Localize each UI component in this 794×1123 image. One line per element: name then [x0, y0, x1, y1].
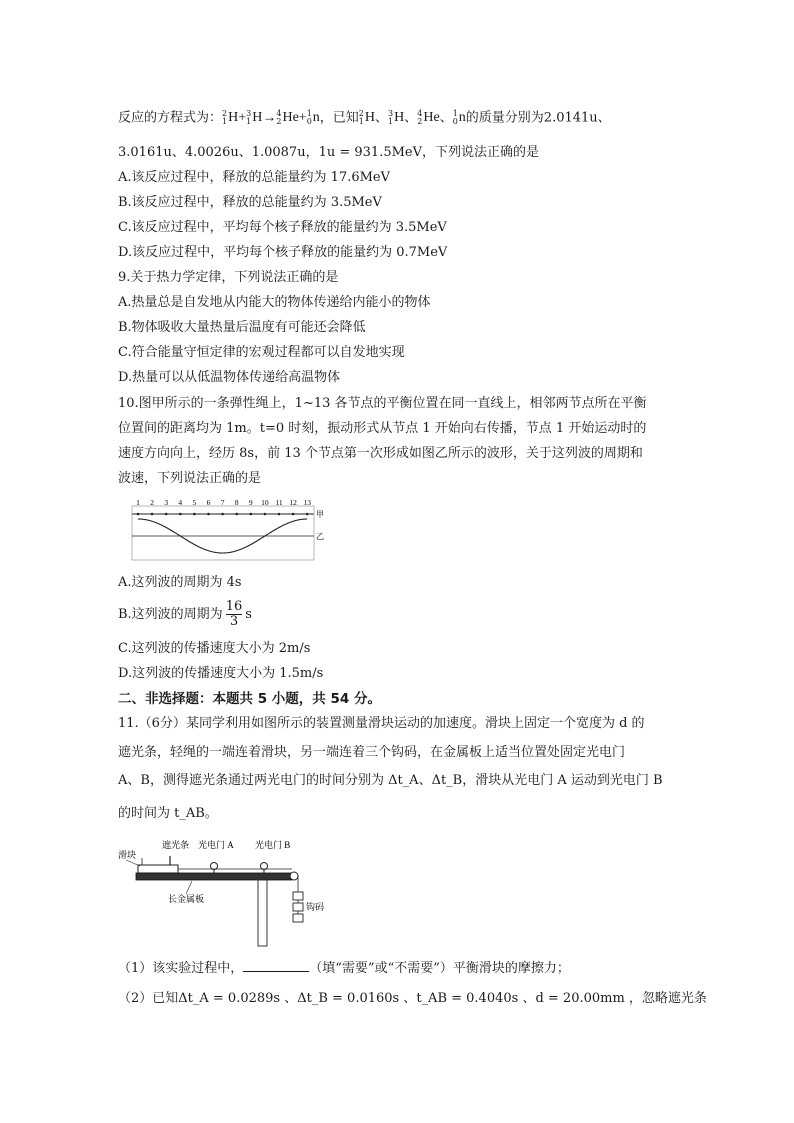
- node-dot: [250, 513, 253, 516]
- q9-option-a: A.热量总是自发地从内能大的物体传递给内能小的物体: [118, 295, 431, 310]
- node-label: 11: [275, 498, 283, 507]
- node-dot: [221, 513, 224, 516]
- q8-eq-prefix: 反应的方程式为：: [118, 110, 223, 126]
- node-label: 12: [289, 498, 297, 507]
- reaction-arrow: →: [262, 110, 277, 126]
- node-dot: [278, 513, 281, 516]
- label-gate-b: 光电门 B: [255, 840, 291, 850]
- nuclide-neutron: 1 0 n: [306, 109, 320, 126]
- node-dot: [235, 513, 238, 516]
- q11-sub1: [118, 959, 570, 977]
- fraction-16-3: $\frac{16}{3}$: [225, 599, 243, 629]
- q10-stem-line4: 波速，下列说法正确的是: [118, 471, 262, 486]
- node-dot: [264, 513, 267, 516]
- label-strip: 遮光条: [162, 840, 190, 850]
- label-slider: 滑块: [118, 850, 137, 860]
- q10-option-c: C.这列波的传播速度大小为 2m/s: [118, 641, 311, 656]
- section-heading: 二、非选择题：本题共 5 小题，共 54 分。: [118, 691, 381, 707]
- node-label: 5: [192, 498, 197, 507]
- plus-sign: +: [298, 110, 307, 126]
- label-gate-a: 光电门 A: [198, 840, 234, 850]
- q11-stem-line3: A、B，测得遮光条通过两光电门的时间分别为 Δt_A、Δt_B，滑块从光电门 A 运动到光电门 B: [118, 773, 663, 788]
- q8-equation-line: 反应的方程式为： 2 1 H+ 3 1 H→ 4 2 He+ 1 0 n，已知 2 1 H、 3 1 H、 4 2 He、 1 0 n的质量分别为2.0141u、: [118, 109, 611, 126]
- node-label: 6: [206, 498, 211, 507]
- board-pointer: [186, 881, 192, 894]
- answer-blank[interactable]: [243, 959, 309, 972]
- node-dot: [292, 513, 295, 516]
- node-label: 2: [150, 498, 154, 507]
- nuclide-deuterium: 2 1 H: [222, 109, 239, 126]
- q8-option-a: A.该反应过程中，释放的总能量约为 17.6MeV: [118, 170, 390, 185]
- nuclide-helium: 4 2 He: [417, 109, 440, 126]
- node-dot: [207, 513, 210, 516]
- q9-option-c: C.符合能量守恒定律的宏观过程都可以自发地实现: [118, 345, 405, 360]
- q11-sub1-prefix: （1）该实验过程中，: [118, 961, 244, 976]
- hook-weights: [293, 892, 303, 922]
- q11-stem-line1: 11.（6分）某同学利用如图所示的装置测量滑块运动的加速度。滑块上固定一个宽度为 d 的: [118, 716, 645, 731]
- q10-stem-line1: 10.图甲所示的一条弹性绳上，1~13 各节点的平衡位置在同一直线上，相邻两节点所在平衡: [118, 396, 647, 411]
- node-label: 8: [234, 498, 239, 507]
- node-label: 9: [248, 498, 253, 507]
- q11-sub1-suffix: （填“需要”或“不需要”）平衡滑块的摩擦力；: [309, 961, 570, 976]
- q10-wave-figure: [130, 498, 330, 562]
- q10-option-b-unit: s: [245, 607, 252, 622]
- label-weights: 钩码: [306, 902, 325, 912]
- node-dot: [151, 513, 154, 516]
- q9-option-b: B.物体吸收大量热量后温度有可能还会降低: [118, 320, 366, 335]
- q8-option-c: C.该反应过程中，平均每个核子释放的能量约为 3.5MeV: [118, 220, 447, 235]
- q8-eq-mid: ，已知: [319, 110, 359, 126]
- label-board: 长金属板: [168, 894, 205, 904]
- q11-stem-line2: 遮光条，轻绳的一端连着滑块，另一端连着三个钩码，在金属板上适当位置处固定光电门: [118, 745, 626, 760]
- node-label: 1: [136, 498, 140, 507]
- node-label: 13: [303, 498, 311, 507]
- nuclide-neutron: 1 0 n: [452, 109, 466, 126]
- q11-sub2: （2）已知Δt_A = 0.0289s 、Δt_B = 0.0160s 、t_AB = 0.4040s 、d = 20.00mm ，忽略遮光条: [118, 991, 707, 1006]
- q9-option-d: D.热量可以从低温物体传递给高温物体: [118, 370, 341, 385]
- q9-stem: 9.关于热力学定律，下列说法正确的是: [118, 270, 339, 285]
- q11-stem-line4: 的时间为 t_AB。: [118, 806, 218, 821]
- q8-eq-masses: 的质量分别为2.0141u、: [465, 110, 611, 126]
- node-label: 4: [178, 498, 183, 507]
- q10-stem-line3: 速度方向向上，经历 8s，前 13 个节点第一次形成如图乙所示的波形，关于这列波的周期和: [118, 446, 643, 461]
- node-dot: [179, 513, 182, 516]
- node-label: 3: [164, 498, 169, 507]
- q8-line2: 3.0161u、4.0026u、1.0087u，1u = 931.5MeV，下列说法正确的是: [118, 145, 539, 160]
- q10-option-b: [118, 600, 252, 630]
- plus-sign: +: [238, 110, 247, 126]
- q10-option-d: D.这列波的传播速度大小为 1.5m/s: [118, 666, 324, 681]
- q10-option-a: A.这列波的周期为 4s: [118, 575, 242, 590]
- nuclide-tritium: 3 1 H: [388, 109, 405, 126]
- node-label: 10: [261, 498, 269, 507]
- node-dot: [165, 513, 168, 516]
- q11-apparatus-figure: [118, 836, 348, 948]
- label-jia: 甲: [316, 510, 324, 519]
- node-dot: [306, 513, 309, 516]
- node-labels: [136, 498, 311, 507]
- nuclide-tritium: 3 1 H: [246, 109, 263, 126]
- node-dot: [193, 513, 196, 516]
- pulley-icon: [290, 872, 298, 880]
- metal-board: [136, 873, 292, 880]
- node-dot: [137, 513, 140, 516]
- nuclide-helium: 4 2 He: [276, 109, 299, 126]
- nuclide-deuterium: 2 1 H: [358, 109, 376, 126]
- node-label: 7: [220, 498, 225, 507]
- q8-option-b: B.该反应过程中，释放的总能量约为 3.5MeV: [118, 195, 382, 210]
- q10-stem-line2: 位置间的距离均为 1m。t=0 时刻，振动形式从节点 1 开始向右传播，节点 1 开始运动时的: [118, 421, 647, 436]
- q10-option-b-prefix: B.这列波的周期为: [118, 607, 223, 622]
- label-yi: 乙: [316, 532, 324, 541]
- table-leg: [258, 880, 267, 946]
- q8-option-d: D.该反应过程中，平均每个核子释放的能量约为 0.7MeV: [118, 245, 448, 260]
